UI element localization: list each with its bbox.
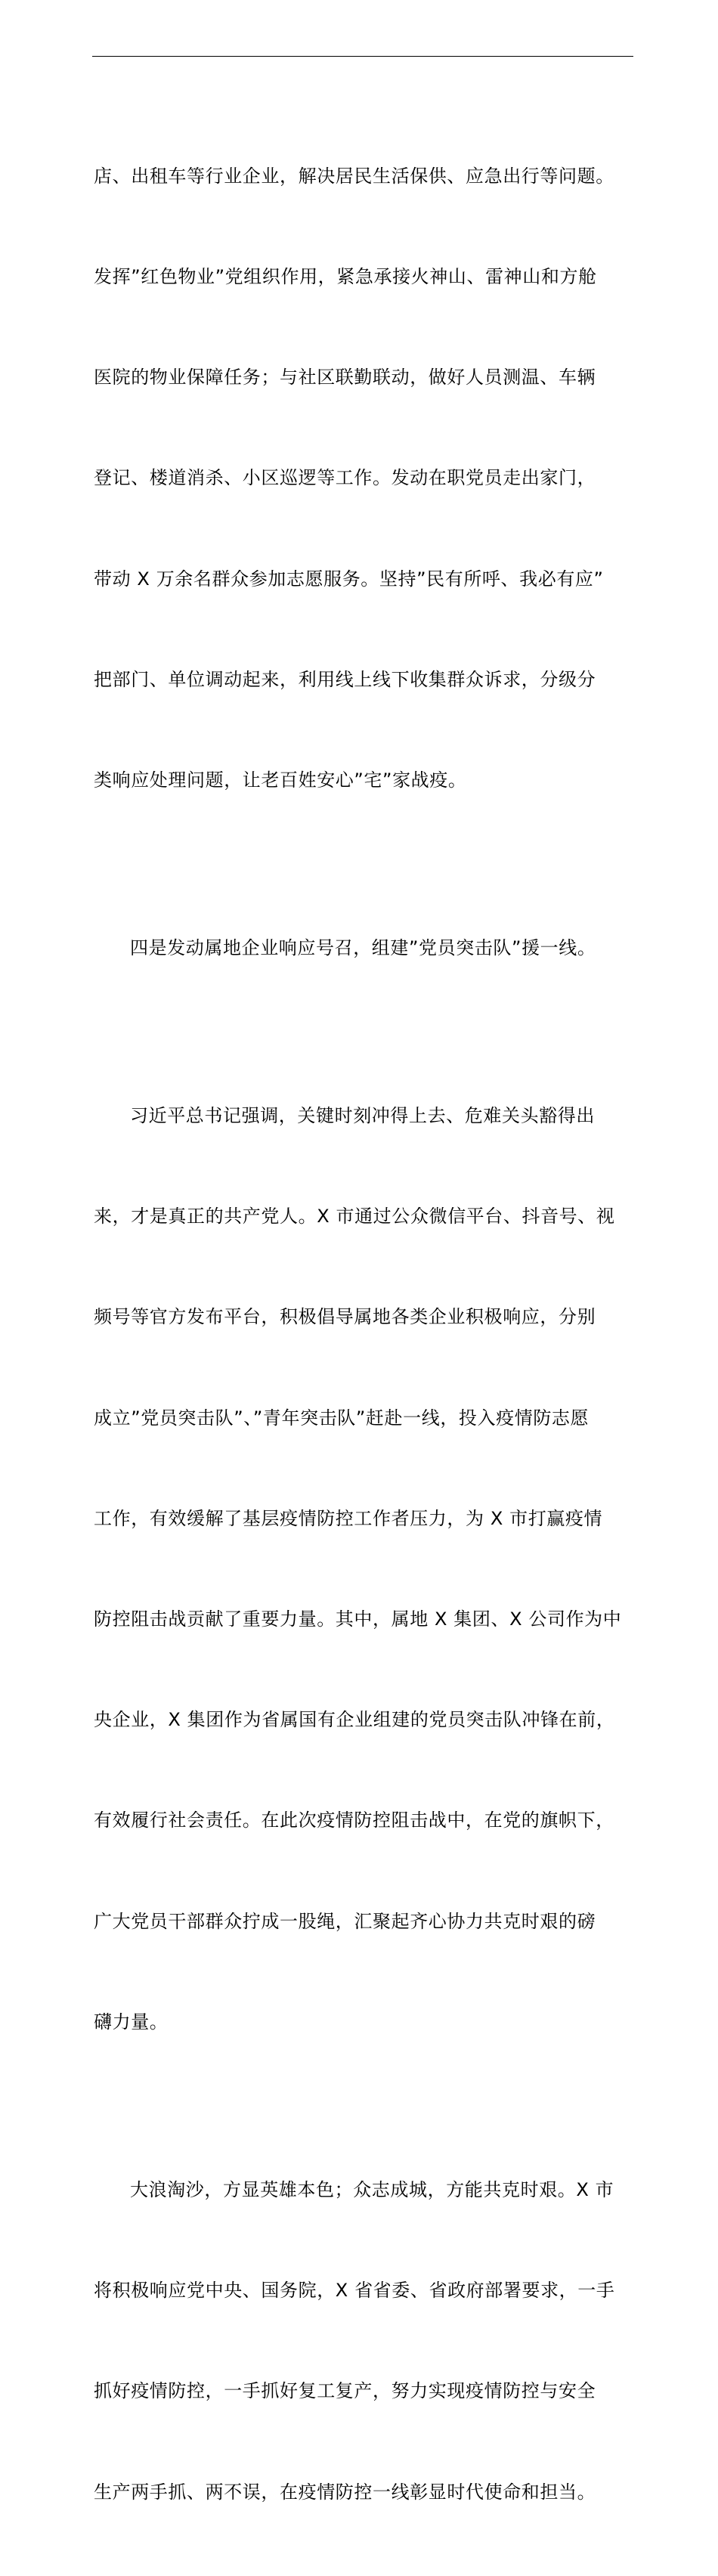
text-line: 有效履行社会责任。在此次疫情防控阻击战中，在党的旗帜下，	[94, 1810, 614, 1831]
text-line: 频号等官方发布平台，积极倡导属地各类企业积极响应，分别	[94, 1306, 596, 1328]
text-line: 成立”党员突击队”、”青年突击队”赶赴一线，投入疫情防志愿	[94, 1407, 590, 1429]
text-line: 抓好疫情防控，一手抓好复工复产，努力实现疫情防控与安全	[94, 2380, 596, 2402]
text-line: 把部门、单位调动起来，利用线上线下收集群众诉求，分级分	[94, 668, 596, 690]
text-line: 礴力量。	[94, 2011, 169, 2033]
text-line: 广大党员干部群众拧成一股绳，汇聚起齐心协力共克时艰的磅	[94, 1910, 596, 1932]
paragraph-1	[94, 92, 638, 864]
text-line: 防控阻击战贡献了重要力量。其中，属地 X 集团、X 公司作为中	[94, 1608, 622, 1630]
text-line: 来，才是真正的共产党人。X 市通过公众微信平台、抖音号、视	[94, 1206, 615, 1228]
text-line: 店、出租车等行业企业，解决居民生活保供、应急出行等问题。	[94, 165, 614, 187]
text-line: 生产两手抓、两不误，在疫情防控一线彰显时代使命和担当。	[94, 2481, 596, 2503]
text-line: 将积极响应党中央、国务院，X 省省委、省政府部署要求，一手	[94, 2280, 615, 2302]
text-line: 大浪淘沙，方显英雄本色；众志成城，方能共克时艰。X 市	[130, 2178, 614, 2200]
text-line: 四是发动属地企业响应号召，组建”党员突击队”援一线。	[130, 937, 596, 959]
text-line: 登记、楼道消杀、小区巡逻等工作。发动在职党员走出家门，	[94, 467, 596, 489]
paragraph-4	[94, 2106, 638, 2576]
text-line: 工作，有效缓解了基层疫情防控工作者压力，为 X 市打赢疫情	[94, 1507, 603, 1529]
paragraph-3	[94, 1032, 638, 2106]
paragraph-2-heading	[94, 864, 638, 1032]
body-text	[94, 92, 638, 2576]
text-line: 医院的物业保障任务；与社区联勤联动，做好人员测温、车辆	[94, 367, 596, 389]
text-line: 习近平总书记强调，关键时刻冲得上去、危难关头豁得出	[130, 1105, 595, 1127]
header-rule	[92, 56, 633, 57]
text-line: 发挥”红色物业”党组织作用，紧急承接火神山、雷神山和方舱	[94, 266, 597, 288]
text-line: 央企业，X 集团作为省属国有企业组建的党员突击队冲锋在前，	[94, 1709, 615, 1731]
text-line: 带动 X 万余名群众参加志愿服务。坚持”民有所呼、我必有应”	[94, 568, 604, 590]
text-line: 类响应处理问题，让老百姓安心”宅”家战疫。	[94, 769, 467, 791]
